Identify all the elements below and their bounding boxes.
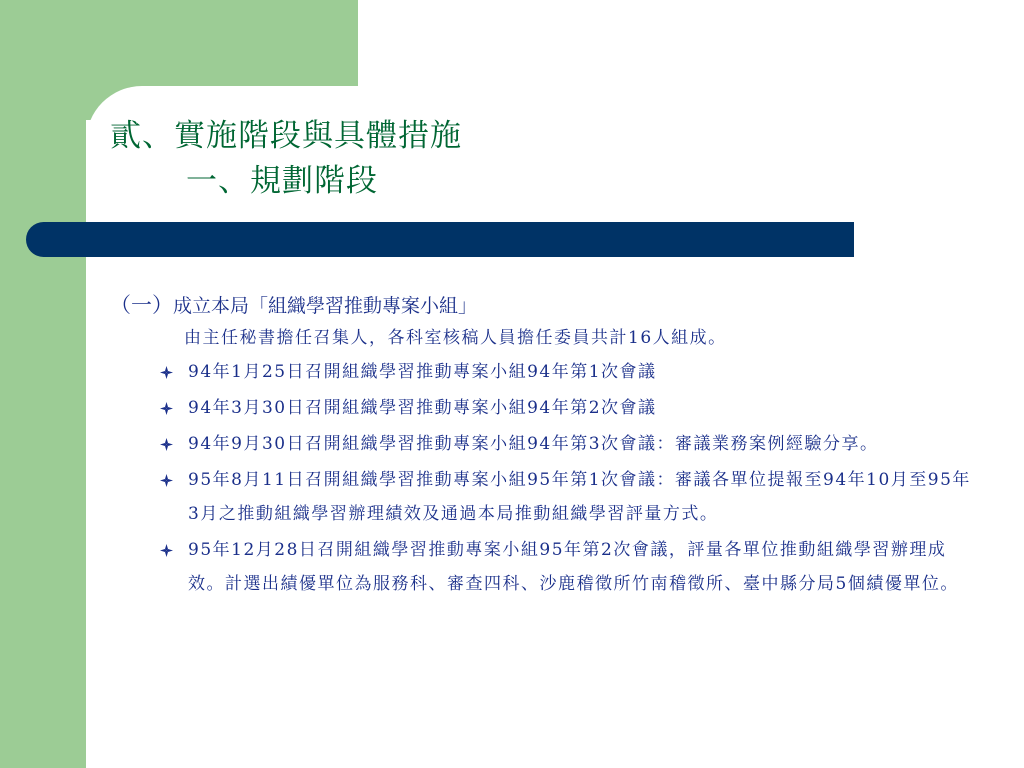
diamond-bullet-icon [160,427,174,461]
list-item [110,355,978,389]
list-item [110,391,978,425]
list-item [110,463,978,531]
list-item-text: 95年12月28日召開組織學習推動專案小組95年第2次會議，評量各單位推動組織學習辦理成效。計選出績優單位為服務科、審查四科、沙鹿稽徵所竹南稽徵所、臺中縣分局5個績優單位。 [188,540,959,594]
section-number: （一） [110,293,173,317]
section-intro: 由主任秘書擔任召集人，各科室核稿人員擔任委員共計16人組成。 [184,328,727,348]
slide-title: 貳、實施階段與具體措施 [110,118,462,154]
list-item-text: 94年1月25日召開組織學習推動專案小組94年第1次會議 [188,362,657,382]
slide-body [110,290,990,603]
list-item-text: 95年8月11日召開組織學習推動專案小組95年第1次會議：審議各單位提報至94年10月至95年3月之推動組織學習辦理績效及通過本局推動組織學習評量方式。 [188,470,971,524]
diamond-bullet-icon [160,533,174,567]
bullet-list [110,355,990,601]
diamond-bullet-icon [160,355,174,389]
diamond-bullet-icon [160,463,174,497]
list-item-text: 94年3月30日召開組織學習推動專案小組94年第2次會議 [188,398,657,418]
diamond-bullet-icon [160,391,174,425]
slide-subtitle: 一、規劃階段 [186,163,378,199]
section-heading-text: 成立本局「組織學習推動專案小組」 [173,295,478,317]
list-item [110,427,978,461]
list-item-text: 94年9月30日召開組織學習推動專案小組94年第3次會議：審議業務案例經驗分享。 [188,434,879,454]
list-item [110,533,978,601]
title-divider-bar [26,222,854,257]
section-heading [110,290,990,321]
